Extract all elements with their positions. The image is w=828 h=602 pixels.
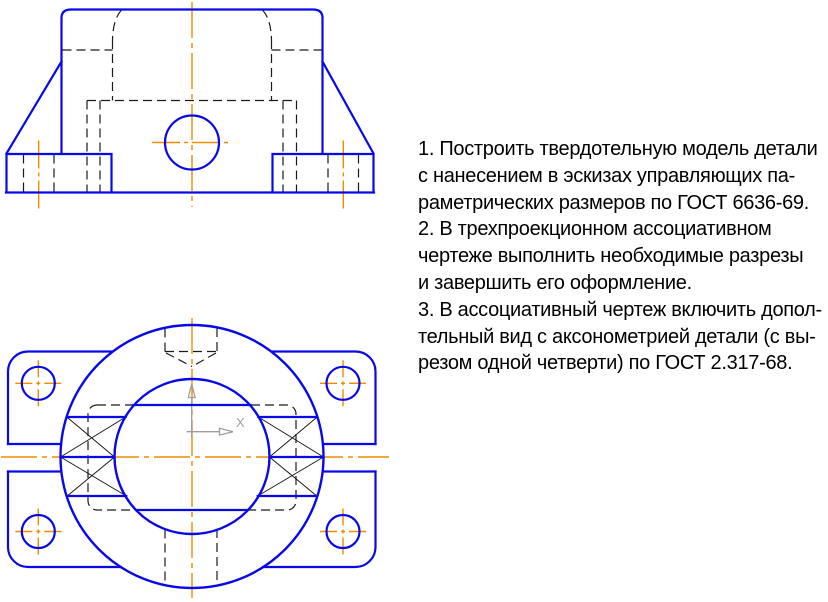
instruction-line: с нанесением в эскизах управляющих па- (418, 164, 795, 187)
y-axis-line (187, 398, 192, 432)
task-instructions (418, 136, 826, 377)
front-view-drawing (6, 2, 374, 209)
instruction-line: тельный вид с аксонометрией детали (с вы- (418, 325, 816, 348)
instruction-line: и завершить его оформление. (418, 271, 692, 294)
x-axis-arrowhead-icon (220, 428, 234, 435)
instruction-line: 1. Построить твердотельную модель детали (418, 138, 818, 160)
instruction-line: 2. В трехпроекционном ассоциативном (418, 218, 772, 241)
axis-x-label: X (236, 415, 245, 430)
front-view-hidden-lines (24, 10, 359, 192)
top-view-hidden-lines (165, 328, 217, 585)
instruction-line: 3. В ассоциативный чертеж включить допол- (418, 298, 822, 321)
instruction-line: резом одной четверти) по ГОСТ 2.317-68. (418, 352, 793, 375)
x-axis-line (192, 432, 220, 437)
instruction-line: раметрических размеров по ГОСТ 6636-69. (418, 191, 810, 214)
instruction-line: чертеже выполнить необходимые разрезы (418, 245, 804, 268)
top-view-drawing (1, 318, 389, 598)
